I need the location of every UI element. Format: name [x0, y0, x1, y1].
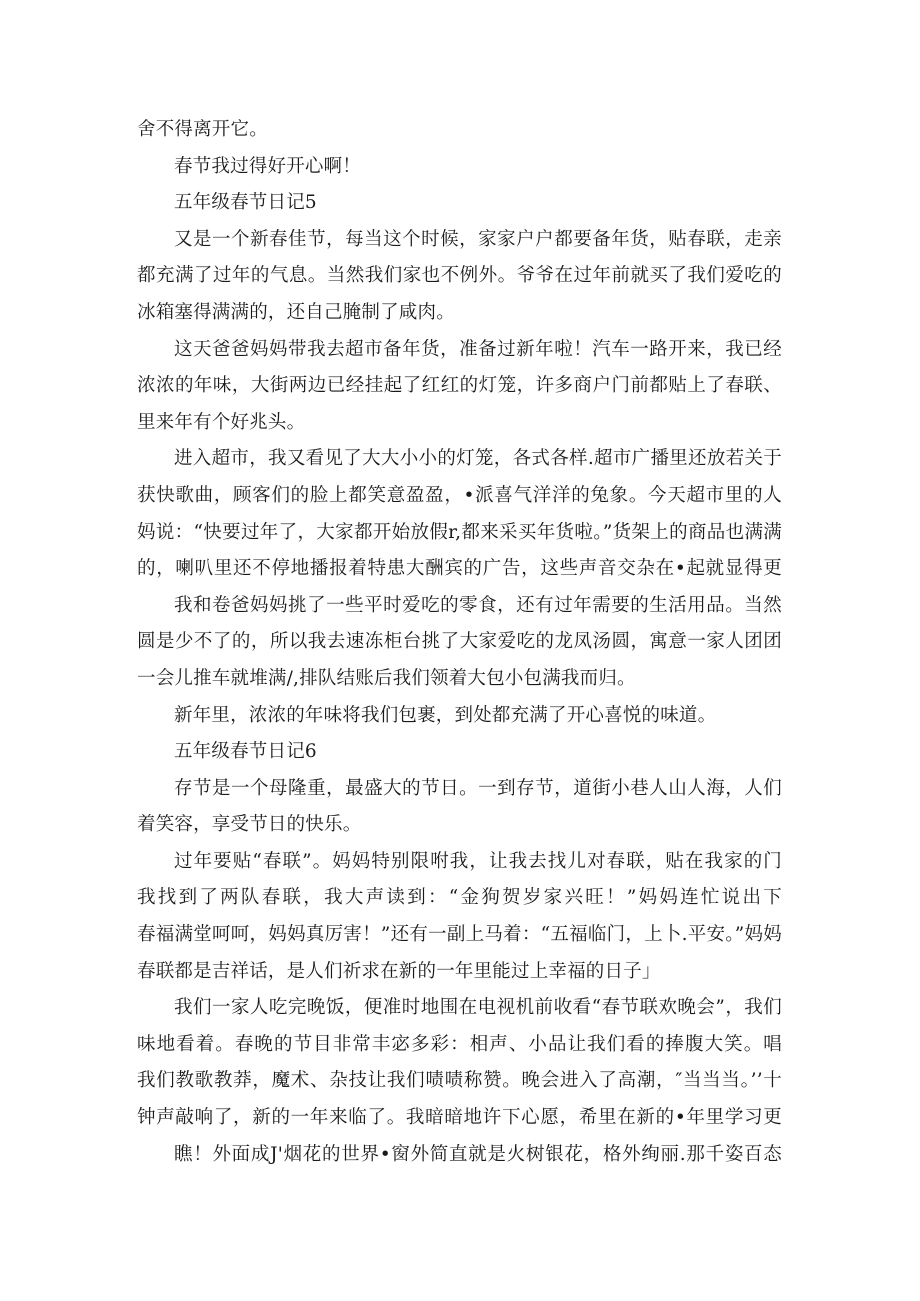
text-line: 都充满了过年的气息。当然我们家也不例外。爷爷在过年前就买了我们爱吃的: [137, 265, 782, 287]
text-line: 新年里，浓浓的年味将我们包裹，到处都充满了开心喜悦的味道。: [174, 704, 717, 726]
text-line: 五年级春节日记6: [174, 741, 317, 763]
text-line: 过年要贴“春联”。妈妈特别限咐我，让我去找儿对春联，贴在我家的门: [174, 850, 782, 872]
text-line: 里来年有个好兆头。: [137, 411, 306, 433]
text-line: 又是一个新春佳节，每当这个时候，家家户户都要备年货，贴春联，走亲: [174, 228, 782, 250]
text-line: 圆是少不了的，所以我去速冻柜台挑了大家爱吃的龙凤汤圆，寓意一家人团团: [137, 631, 782, 653]
text-line: 我找到了两队春联，我大声读到：“金狗贺岁家兴旺！”妈妈连忙说出下: [137, 887, 782, 909]
text-line: 钟声敲响了，新的一年来临了。我暗暗地许下心愿，希里在新的•年里学习更: [137, 1107, 782, 1129]
text-line: 冰箱塞得满满的，还自己腌制了咸肉。: [137, 301, 455, 323]
text-line: 春节我过得好开心啊！: [174, 155, 362, 177]
document-page: [137, 112, 782, 1173]
text-line: 一会儿推车就堆满/,排队结账后我们领着大包小包满我而归。: [137, 667, 636, 689]
text-line: 五年级春节日记5: [174, 192, 317, 214]
text-line: 妈说：“快要过年了，大家都开始放假r,都来采买年货啦。”货架上的商品也满满: [137, 521, 782, 543]
text-line: 的，喇叭里还不停地播报着特患大酬宾的广告，这些声音交杂在•起就显得更: [137, 558, 782, 580]
text-line: 瞧！外面成J'烟花的世界•窗外简直就是火树银花，格外绚丽.那千姿百态: [174, 1143, 782, 1165]
text-line: 我们一家人吃完晚饭，便准时地围在电视机前收看“春节联欢晚会”，我们: [174, 997, 782, 1019]
text-line: 这天爸爸妈妈带我去超市备年货，准备过新年啦！汽车一路开来，我已经: [174, 338, 782, 360]
text-line: 春联都是吉祥话，是人们祈求在新的一年里能过上幸福的日子」: [137, 960, 661, 982]
text-line: 浓浓的年味，大街两边已经挂起了红红的灯笼，许多商户门前都贴上了春联、: [137, 375, 782, 397]
text-line: 春福满堂呵呵，妈妈真厉害！”还有一副上马着：“五福临门，上卜.平安。”妈妈: [137, 924, 782, 946]
text-line: 着笑容，享受节日的快乐。: [137, 814, 362, 836]
text-line: 存节是一个母隆重，最盛大的节日。一到存节，道街小巷人山人海，人们: [174, 777, 782, 799]
text-line: 进入超市，我又看见了大大小小的灯笼，各式各样.超市广播里还放若关于: [174, 448, 782, 470]
text-line: 我们教歌教莽，魔术、杂技让我们啧啧称赞。晚会进入了高潮，″当当当。’’十: [137, 1070, 782, 1092]
text-line: 获快歌曲，顾客们的脸上都笑意盈盈，•派喜气洋洋的兔象。今天超市里的人: [137, 484, 782, 506]
text-line: 味地看着。春晚的节目非常丰宓多彩：相声、小品让我们看的捧腹大笑。唱: [137, 1033, 782, 1055]
text-line: 舍不得离开它。: [137, 119, 268, 140]
text-line: 我和卷爸妈妈挑了一些平时爱吃的零食，还有过年需要的生活用品。当然: [174, 594, 782, 616]
